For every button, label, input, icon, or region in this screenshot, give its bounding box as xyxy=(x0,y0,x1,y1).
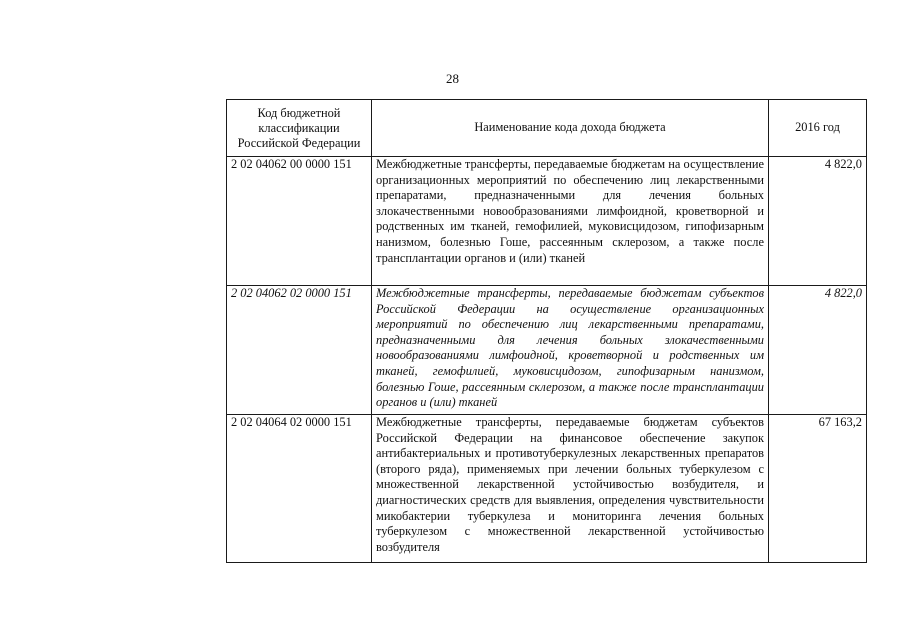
income-name-cell: Межбюджетные трансферты, передаваемые бюджетам субъектов Российской Федерации на финансовое обеспечение закупок антибактериальных и противотуберкулезных лекарственных препаратов (второго ряда), применяемых при лечении больных туберкулезом с множественной лекарственной устойчивостью возбудителя, и диагностических средств для выявления, определения чувствительности микобактерии туберкулеза и мониторинга лечения больных туберкулезом с множественной лекарственной устойчивостью возбудителя xyxy=(372,415,769,563)
table-row xyxy=(227,157,867,286)
budget-code-cell: 2 02 04064 02 0000 151 xyxy=(227,415,372,563)
income-name-cell: Межбюджетные трансферты, передаваемые бюджетам субъектов Российской Федерации на осуществление организационных мероприятий по обеспечению лиц лекарственными препаратами, предназначенными для лечения больных злокачественными новообразованиями лимфоидной, кроветворной и родственных им тканей, гемофилией, муковисцидозом, гипофизарным нанизмом, болезнью Гоше, рассеянным склерозом, а также после трансплантации органов и (или) тканей xyxy=(372,286,769,415)
table-header-row xyxy=(227,100,867,157)
page-number: 28 xyxy=(446,71,459,86)
header-budget-code: Код бюджетной классификации Российской Федерации xyxy=(227,100,372,157)
budget-code-cell: 2 02 04062 02 0000 151 xyxy=(227,286,372,415)
table-row xyxy=(227,286,867,415)
amount-cell: 67 163,2 xyxy=(769,415,867,563)
header-year-2016: 2016 год xyxy=(769,100,867,157)
table-row xyxy=(227,415,867,563)
income-name-cell: Межбюджетные трансферты, передаваемые бюджетам на осуществление организационных мероприятий по обеспечению лиц лекарственными препаратами, предназначенными для лечения больных злокачественными новообразованиями лимфоидной, кроветворной и родственных им тканей, гемофилией, муковисцидозом, гипофизарным нанизмом, болезнью Гоше, рассеянным склерозом, а также после трансплантации органов и (или) тканей xyxy=(372,157,769,286)
header-income-name: Наименование кода дохода бюджета xyxy=(372,100,769,157)
budget-income-table xyxy=(226,99,867,563)
amount-cell: 4 822,0 xyxy=(769,286,867,415)
amount-cell: 4 822,0 xyxy=(769,157,867,286)
budget-code-cell: 2 02 04062 00 0000 151 xyxy=(227,157,372,286)
